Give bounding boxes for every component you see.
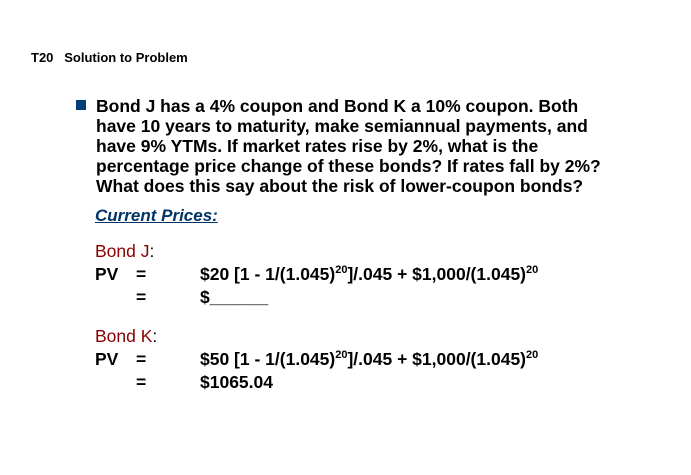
bond-j-name: Bond J (95, 241, 150, 261)
formula-part: ]/.045 + $1,000/(1.045) (347, 264, 526, 284)
formula-exponent: 20 (526, 349, 539, 361)
bond-k-name: Bond K (95, 326, 153, 346)
square-bullet-icon (76, 100, 86, 110)
problem-line: Bond J has a 4% coupon and Bond K a 10% coupon. Both (96, 96, 579, 116)
equals-sign: = (136, 264, 147, 284)
problem-bullet (76, 96, 676, 196)
problem-text (96, 96, 676, 196)
slide-title: Solution to Problem (64, 50, 188, 65)
bond-j-section (95, 240, 675, 308)
bond-j-colon: : (149, 241, 155, 261)
equals-sign: = (136, 287, 147, 307)
bond-k-formula-row (95, 347, 675, 370)
bond-k-result-row (95, 370, 675, 393)
bond-k-section (95, 325, 675, 393)
bond-j-formula (200, 264, 538, 285)
bond-k-colon: : (152, 326, 158, 346)
formula-part: ]/.045 + $1,000/(1.045) (347, 349, 526, 369)
bond-k-result: $1065.04 (200, 372, 273, 392)
formula-part: $50 [1 - 1/(1.045) (200, 349, 336, 369)
formula-exponent: 20 (526, 264, 539, 276)
formula-exponent: 20 (335, 264, 348, 276)
slide-header (31, 50, 188, 65)
problem-line: have 9% YTMs. If market rates rise by 2%, what is the (96, 136, 539, 156)
bond-j-formula-row (95, 262, 675, 285)
bond-k-formula (200, 349, 538, 370)
equals-sign: = (136, 349, 147, 369)
pv-label: PV (95, 264, 119, 284)
pv-label: PV (95, 349, 119, 369)
slide-id: T20 (31, 50, 54, 65)
formula-part: $20 [1 - 1/(1.045) (200, 264, 336, 284)
bond-k-label (95, 325, 675, 347)
bond-j-result: $______ (200, 287, 269, 307)
formula-exponent: 20 (335, 349, 348, 361)
bond-j-label (95, 240, 675, 262)
problem-line: have 10 years to maturity, make semiannual payments, and (96, 116, 588, 136)
problem-line: What does this say about the risk of lower-coupon bonds? (96, 176, 584, 196)
current-prices-heading: Current Prices: (95, 206, 218, 225)
bond-j-result-row (95, 285, 675, 308)
equals-sign: = (136, 372, 147, 392)
problem-line: percentage price change of these bonds? If rates fall by 2%? (96, 156, 601, 176)
